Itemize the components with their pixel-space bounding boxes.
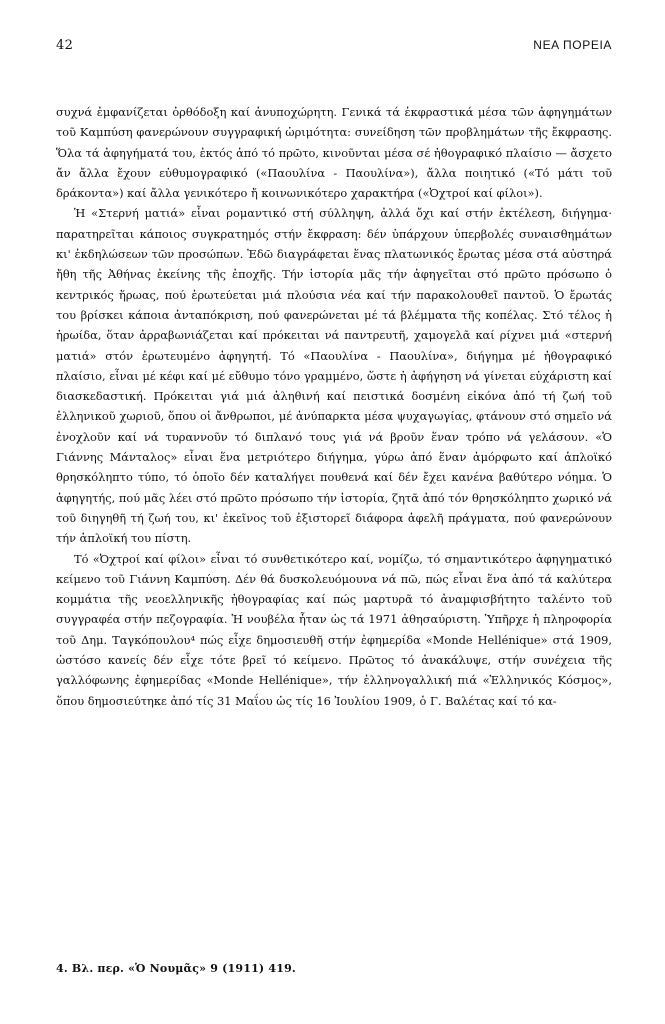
document-page: [56, 38, 612, 975]
running-head: [56, 38, 612, 58]
journal-title: ΝΕΑ ΠΟΡΕΙΑ: [533, 38, 612, 52]
paragraph-1: συχνά ἐμφανίζεται ὀρθόδοξη καί ἀνυποχώρητη. Γενικά τά ἐκφραστικά μέσα τῶν ἀφηγημάτων τοῦ Καμπύση φανερώνουν συγγραφική ὡριμότητα: συνείδηση τῶν προβλημάτων τῆς ἔκφρασης. Ὅλα τά ἀφηγήματά του, ἐκτός ἀπό τό πρῶτο, κινοῦνται μέσα σέ ἠθογραφικό πλαίσιο — ἄσχετο ἄν ἄλλα ἔχουν εὐθυμογραφικό («Παουλίνα - Παουλίνα»), ἄλλα ποιητικό («Τό μάτι τοῦ δράκοντα») καί ἄλλα γενικότερο ἤ κοινωνικότερο χαρακτήρα («Ὀχτροί καί φίλοι»).: [56, 105, 612, 201]
paragraph-2: Ἡ «Στερνή ματιά» εἶναι ρομαντικό στή σύλληψη, ἀλλά ὄχι καί στήν ἐκτέλεση, διήγημα· παρατηρεῖται κάποιος συγκρατημός στήν ἔκφραση: δέν ὑπάρχουν ὑπερβολές συναισθημάτων κι' ἐκδηλώσεων τῶν προσώπων. Ἐδῶ διαγράφεται ἕνας πλατωνικός ἔρωτας μέσα στά αὐστηρά ἤθη τῆς Ἀθήνας ἐκείνης τῆς ἐποχῆς. Τήν ἱστορία μᾶς τήν ἀφηγεῖται στό πρῶτο πρόσωπο ὁ κεντρικός ἥρωας, πού ἐρωτεύεται μιά πλούσια νέα καί τήν παρακολουθεῖ παντοῦ. Ὁ ἔρωτάς του βρίσκει κάποια ἀνταπόκριση, πού φανερώνεται μέ τά βλέμματα τῆς κοπέλας. Στό τέλος ἡ ἡρωίδα, ὅταν ἀρραβωνιάζεται καί πρόκειται νά παντρευτῆ, χαμογελᾶ καί ρίχνει μιά «στερνή ματιά» στόν ἐρωτευμένο ἀφηγητή. Τό «Παουλίνα - Παουλίνα», διήγημα μέ ἠθογραφικό πλαίσιο, εἶναι μέ κέφι καί μέ εὔθυμο τόνο γραμμένο, ὥστε ἡ ἀφήγηση νά γίνεται εὐχάριστη καί διασκεδαστική. Πρόκειται γιά μιά ἀληθινή καί πειστικά δοσμένη εἰκόνα ἀπό τή ζωή τοῦ ἑλληνικοῦ χωριοῦ, ὅπου οἱ ἄνθρωποι, μέ ἀνύπαρκτα μέσα ψυχαγωγίας, φτάνουν στό σημεῖο νά ἐνοχλοῦν καί νά τυραννοῦν τό διπλανό τους γιά νά βροῦν ἕναν τρόπο νά γελάσουν. «Ὁ Γιάννης Μάνταλος» εἶναι ἕνα μετριότερο διήγημα, γύρω ἀπό ἕναν ἀμόρφωτο καί ἁπλοϊκό θρησκόληπτο τύπο, τό ὁποῖο δέν καταλήγει πουθενά καί δέν ἔχει κανένα βαθύτερο νόημα. Ὁ ἀφηγητής, πού μᾶς λέει στό πρῶτο πρόσωπο τήν ἱστορία, ζητᾶ ἀπό τόν θρησκόληπτο χωρικό νά τοῦ διηγηθῆ τή ζωή του, κι' ἐκεῖνος τοῦ ἐξιστορεῖ διάφορα ἀφελῆ πράγματα, πού φανερώνουν τήν ἁπλοϊκή του πίστη.: [56, 206, 612, 546]
page-number: 42: [56, 38, 74, 53]
body-text: [56, 102, 612, 711]
footnote: 4. Βλ. περ. «Ὁ Νουμᾶς» 9 (1911) 419.: [56, 962, 296, 975]
paragraph-3: Τό «Ὀχτροί καί φίλοι» εἶναι τό συνθετικότερο καί, νομίζω, τό σημαντικότερο ἀφηγηματικό κείμενο τοῦ Γιάννη Καμπύση. Δέν θά δυσκολευόμουνα νά πῶ, πώς εἶναι ἕνα ἀπό τά καλύτερα κομμάτια τῆς νεοελληνικῆς ἠθογραφίας καί πώς μαρτυρᾶ τό ἀναμφισβήτητο ταλέντο τοῦ συγγραφέα στήν πεζογραφία. Ἡ νουβέλα ἦταν ὡς τά 1971 ἀθησαύριστη. Ὑπῆρχε ἡ πληροφορία τοῦ Δημ. Ταγκόπουλου⁴ πώς εἶχε δημοσιευθῆ στήν ἐφημερίδα «Monde Hellénique» στά 1909, ὡστόσο κανείς δέν εἶχε τότε βρεῖ τό κείμενο. Πρῶτος τό ἀνακάλυψε, στήν συνέχεια τῆς γαλλόφωνης ἐφημερίδας «Monde Hellénique», τήν ἑλληνογαλλική πιά «Ἑλληνικός Κόσμος», ὅπου δημοσιεύτηκε ἀπό τίς 31 Μαΐου ὡς τίς 16 Ἰουλίου 1909, ὁ Γ. Βαλέτας καί τό κα-: [56, 551, 612, 708]
